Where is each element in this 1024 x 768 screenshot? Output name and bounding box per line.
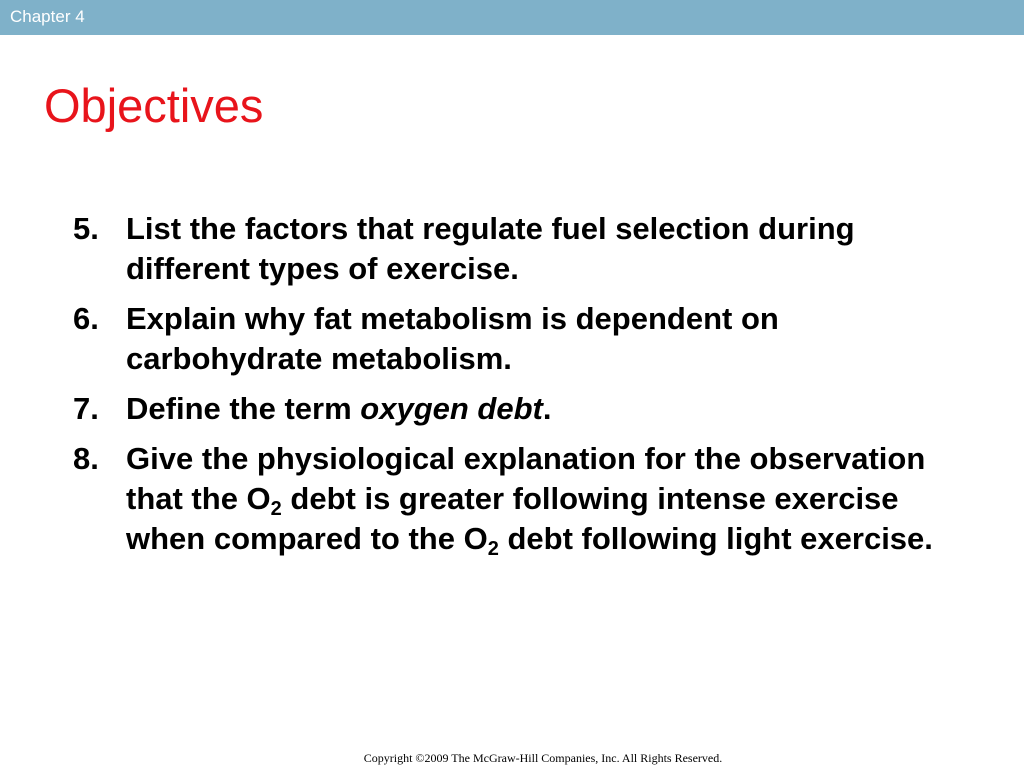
copyright-notice: Copyright ©2009 The McGraw-Hill Companies, Inc. All Rights Reserved. xyxy=(363,751,723,765)
objective-item-7 xyxy=(73,389,973,429)
objective-number: 5. xyxy=(73,211,99,246)
objective-text: List the factors that regulate fuel selection during different types of exercise. xyxy=(126,211,855,286)
objective-number: 8. xyxy=(73,441,99,476)
objective-number: 7. xyxy=(73,391,99,426)
chapter-label: Chapter 4 xyxy=(10,7,85,26)
objectives-list xyxy=(73,209,973,569)
objective-text-part1: Give the physiological explanation for the observation that the O xyxy=(126,441,926,516)
objective-item-6 xyxy=(73,299,973,379)
objective-text: Explain why fat metabolism is dependent on carbohydrate metabolism. xyxy=(126,301,779,376)
objective-term: oxygen debt xyxy=(360,391,543,426)
objective-text xyxy=(126,439,973,559)
objective-text-part2: debt is greater following intense exercise when compared to the O xyxy=(126,481,899,556)
objective-text-after-term: . xyxy=(542,391,552,426)
objective-item-8 xyxy=(73,439,973,559)
objective-text-before-term: Define the term xyxy=(126,391,361,426)
objective-text xyxy=(126,389,973,429)
subscript-2: 2 xyxy=(487,538,499,560)
objective-number: 6. xyxy=(73,301,99,336)
subscript-2: 2 xyxy=(270,498,282,520)
objective-text-part3: debt following light exercise. xyxy=(498,521,933,556)
chapter-header-bar xyxy=(0,0,1024,35)
objective-item-5 xyxy=(73,209,973,289)
slide-title: Objectives xyxy=(44,79,264,132)
